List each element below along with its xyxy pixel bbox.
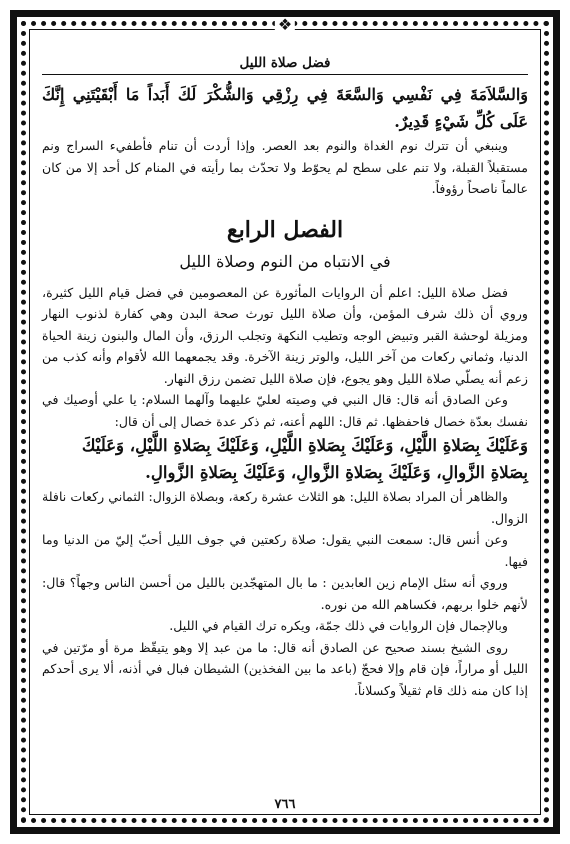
- paragraph-7: وبالإجمال فإن الروايات في ذلك جمّة، ويكره ترك القيام في الليل.: [169, 618, 508, 633]
- page-number: ٧٦٦: [274, 797, 296, 812]
- quran-verse: وَالسَّلاَمَةَ فِي نَفْسِي وَالسَّعَةَ فِي رِزْقِي وَالشُّكْرَ لَكَ أَبَداً مَا أَبْقَيْتَنِي إِنَّكَ عَلَى كُلِّ شَيْءٍ قَدِيرٌ.: [42, 85, 528, 131]
- hadith-emphasis: وَعَلَيْكَ بِصَلاةِ اللَّيْلِ، وَعَلَيْكَ بِصَلاةِ اللَّيْلِ، وَعَلَيْكَ بِصَلاةِ اللَّيْلِ، وَعَلَيْكَ بِصَلاةِ الزَّوالِ، وَعَلَيْكَ بِصَلاةِ الزَّوالِ، وَعَلَيْكَ بِصَلاةِ الزَّوالِ.: [81, 436, 528, 482]
- chapter-title: الفصل الرابع: [226, 216, 344, 243]
- paragraph-5: وعن أنس قال: سمعت النبي يقول: صلاة ركعتين في جوف الليل أحبّ إليّ من الدنيا وما فيها.: [42, 532, 528, 569]
- page-content: [42, 52, 528, 812]
- paragraph-8: روى الشيخ بسند صحيح عن الصادق أنه قال: ما من عبد إلا وهو يتيقّظ مرة أو مرّتين في الليل أو مراراً، فإن قام وإلا فحجّ (باعد ما بين الفخذين) الشيطان فبال في أذنه، ألا يرى أحدكم إذا كان منه ذلك قام ثقيلاً وكسلاناً.: [42, 639, 528, 698]
- paragraph-3: وعن الصادق أنه قال: قال النبي في وصيته لعليّ عليهما وآلهما السلام: يا علي أوصيك في نفسك بعدّة خصال فاحفظها. ثم قال: اللهم أعنه، ثم ذكر عدة خصال إلى أن قال:: [42, 392, 528, 429]
- paragraph-6: وروي أنه سئل الإمام زين العابدين : ما بال المتهجّدين بالليل من أحسن الناس وجهاً؟ قال: لأنهم خلوا بربهم، فكساهم الله من نوره.: [42, 575, 528, 612]
- paragraph-2: فضل صلاة الليل: اعلم أن الروايات المأثورة عن المعصومين في فضل قيام الليل كثيرة، وروي أن ذلك شرف المؤمن، وأن صلاة الليل تورث صحة البدن وهي كفارة لذنوب النهار ومزيلة لوحشة القبر وتبيض الوجه وتطيب النكهة وتجلب الرزق، وأن المال والبنون زينة الحياة الدنيا، وثماني ركعات من آخر الليل، والوتر زينة الآخرة. وقد يجمعهما الله لأقوام وأنه كذب من زعم أنه يصلّي صلاة الليل وهو يجوع، فإن صلاة الليل تضمن رزق النهار.: [42, 284, 528, 386]
- paragraph-1: وينبغي أن تترك نوم الغداة والنوم بعد العصر. وإذا أردت أن تنام فأطفيء السراج ونم مستقبلاً القبلة، ولا تنم على سطح لم يحوّط ولا تحدّث بما رأيته في المنام كل أحد إلا من كان عالماً ناصحاً رؤوفاً.: [42, 138, 528, 196]
- paragraph-4: والظاهر أن المراد بصلاة الليل: هو الثلاث عشرة ركعة، وبصلاة الزوال: الثماني ركعات نافلة الزوال.: [42, 489, 528, 526]
- running-header: فضل صلاة الليل: [42, 52, 528, 75]
- chapter-subtitle: في الانتباه من النوم وصلاة الليل: [179, 251, 391, 271]
- top-ornament-icon: ❖: [275, 17, 295, 33]
